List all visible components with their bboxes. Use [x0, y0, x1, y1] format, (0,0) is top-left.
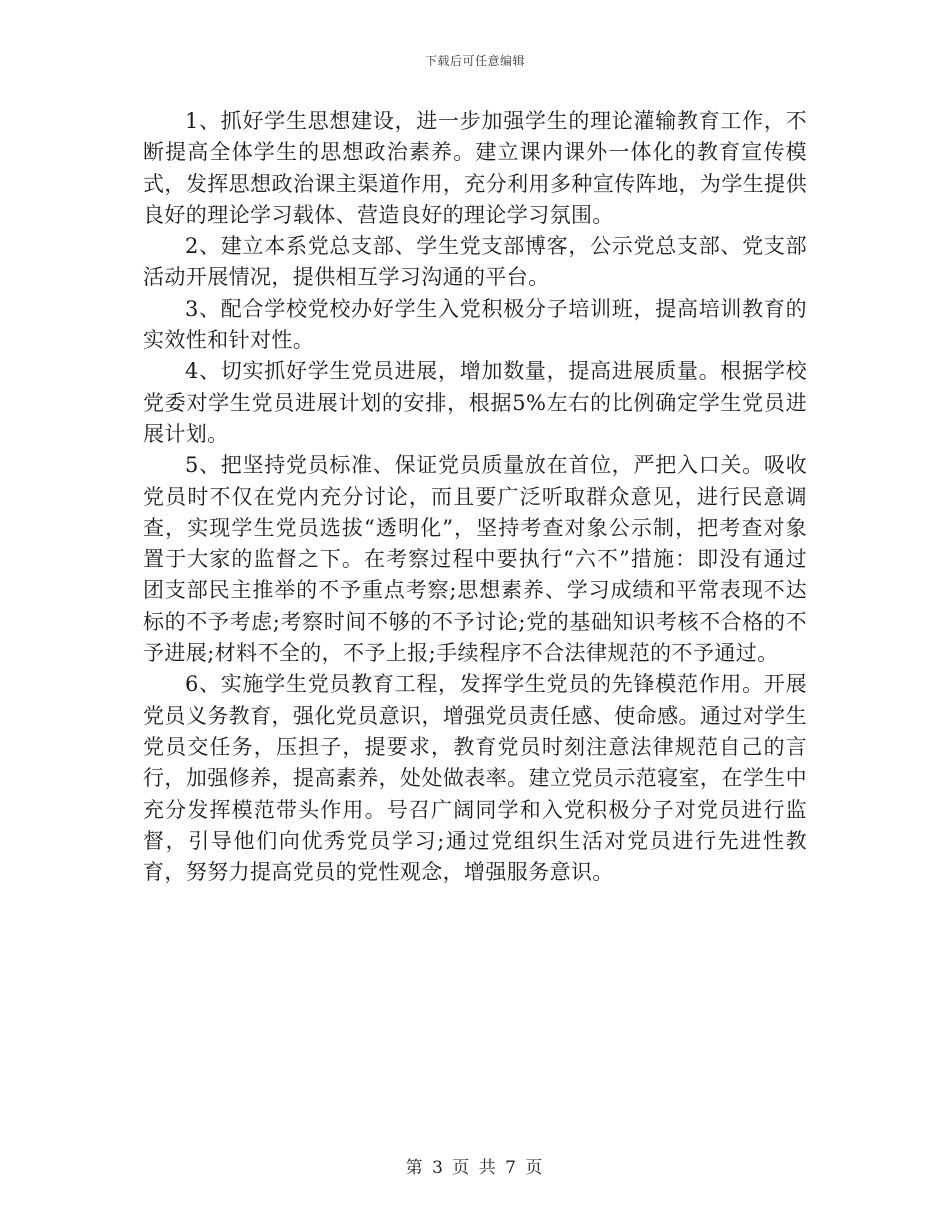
paragraph-5: 5、把坚持党员标准、保证党员质量放在首位，严把入口关。吸收党员时不仅在党内充分讨论，而且要广泛听取群众意见，进行民意调查，实现学生党员选拔“透明化”，坚持考查对象公示制，把考查对象置于大家的监督之下。在考察过程中要执行“六不”措施：即没有通过团支部民主推举的不予重点考察;思想素养、学习成绩和平常表现不达标的不予考虑;考察时间不够的不予讨论;党的基础知识考核不合格的不予进展;材料不全的，不予上报;手续程序不合法律规范的不予通过。: [143, 453, 807, 666]
paragraph-4: 4、切实抓好学生党员进展，增加数量，提高进展质量。根据学校党委对学生党员进展计划的安排，根据5%左右的比例确定学生党员进展计划。: [143, 359, 807, 446]
paragraph-2: 2、建立本系党总支部、学生党支部博客，公示党总支部、党支部活动开展情况，提供相互学习沟通的平台。: [143, 234, 807, 290]
page-footer: 第 3 页 共 7 页: [405, 1158, 545, 1178]
paragraph-1: 1、抓好学生思想建设，进一步加强学生的理论灌输教育工作，不断提高全体学生的思想政治素养。建立课内课外一体化的教育宣传模式，发挥思想政治课主渠道作用，充分利用多种宣传阵地，为学生提供良好的理论学习载体、营造良好的理论学习氛围。: [143, 109, 807, 227]
document-body: [143, 106, 807, 888]
paragraph-3: 3、配合学校党校办好学生入党积极分子培训班，提高培训教育的实效性和针对性。: [143, 296, 807, 353]
paragraph-6: 6、实施学生党员教育工程，发挥学生党员的先锋模范作用。开展党员义务教育，强化党员意识，增强党员责任感、使命感。通过对学生党员交任务，压担子，提要求，教育党员时刻注意法律规范自己的言行，加强修养，提高素养，处处做表率。建立党员示范寝室，在学生中充分发挥模范带头作用。号召广阔同学和入党积极分子对党员进行监督，引导他们向优秀党员学习;通过党组织生活对党员进行先进性教育，努努力提高党员的党性观念，增强服务意识。: [143, 672, 807, 885]
page-header: 下载后可任意编辑: [424, 54, 525, 68]
